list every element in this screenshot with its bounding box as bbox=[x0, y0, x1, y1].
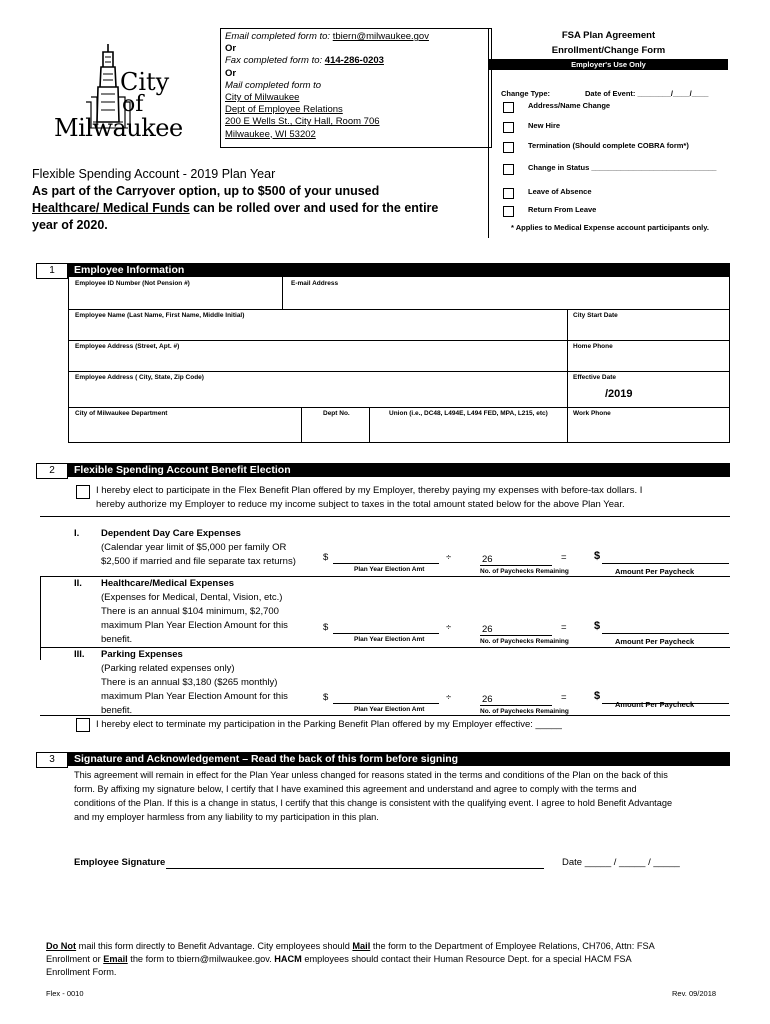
option-row bbox=[503, 140, 689, 158]
agreement-line: form. By affixing my signature below, I certify that I have examined this agreement and understand and agree to comply with the terms and bbox=[74, 784, 637, 794]
agreement-line: This agreement will remain in effect for the Plan Year unless changed for reasons stated in the terms and conditions of the Plan on the back of this bbox=[74, 770, 668, 780]
item-line: $2,500 if married and file separate tax returns) bbox=[101, 556, 296, 567]
plan-amount-caption: Plan Year Election Amt bbox=[354, 706, 425, 713]
equals-sign: = bbox=[561, 692, 567, 703]
department-label: City of Milwaukee Department bbox=[75, 410, 168, 417]
option-label: Return From Leave bbox=[528, 205, 597, 214]
footer-text: employees should contact their Human Resource Dept. for a special HACM FSA bbox=[301, 954, 632, 964]
row-divider bbox=[69, 340, 729, 341]
mail-label: Mail completed form to bbox=[225, 79, 322, 91]
footer-line-2 bbox=[46, 953, 736, 966]
signature-label: Employee Signature bbox=[74, 857, 166, 868]
fax-number: 414-286-0203 bbox=[324, 55, 384, 67]
termination-checkbox[interactable] bbox=[503, 142, 514, 153]
section-3-number: 3 bbox=[36, 752, 68, 768]
divider bbox=[282, 277, 283, 309]
item-line: There is an annual $104 minimum, $2,700 bbox=[101, 606, 279, 617]
item-number: I. bbox=[74, 528, 80, 539]
item-description bbox=[101, 648, 321, 718]
leave-of-absence-checkbox[interactable] bbox=[503, 188, 514, 199]
carryover-line-3: year of 2020. bbox=[32, 218, 108, 232]
section-2-number: 2 bbox=[36, 463, 68, 479]
plan-year-title: Flexible Spending Account - 2019 Plan Year bbox=[32, 167, 276, 181]
option-row bbox=[503, 186, 592, 204]
item-title: Parking Expenses bbox=[101, 649, 183, 660]
option-row bbox=[503, 204, 597, 222]
paychecks-value[interactable]: 26 bbox=[482, 554, 493, 565]
new-hire-checkbox[interactable] bbox=[503, 122, 514, 133]
address-line-3: 200 E Wells St., City Hall, Room 706 bbox=[225, 116, 380, 128]
paychecks-value[interactable]: 26 bbox=[482, 694, 493, 705]
item-line: maximum Plan Year Election Amount for this bbox=[101, 691, 288, 702]
change-in-status-checkbox[interactable] bbox=[503, 164, 514, 175]
footer-text: the form to tbiern@milwaukee.gov. bbox=[127, 954, 275, 964]
divide-sign: ÷ bbox=[446, 692, 452, 703]
divider bbox=[301, 407, 302, 443]
carryover-line-1: As part of the Carryover option, up to $500 of your unused bbox=[32, 184, 380, 198]
do-not-text: Do Not bbox=[46, 941, 77, 951]
fsa-footnote: * Applies to Medical Expense account participants only. bbox=[511, 223, 709, 232]
address-label: Employee Address (Street, Apt. #) bbox=[75, 343, 180, 350]
item-line: (Parking related expenses only) bbox=[101, 663, 235, 674]
section-1-number: 1 bbox=[36, 263, 68, 279]
employee-name-label: Employee Name (Last Name, First Name, Middle Initial) bbox=[75, 312, 245, 319]
contact-box bbox=[220, 28, 492, 148]
email-text: Email bbox=[103, 954, 128, 964]
paychecks-caption: No. of Paychecks Remaining bbox=[480, 708, 569, 715]
return-from-leave-checkbox[interactable] bbox=[503, 206, 514, 217]
employer-use-bar: Employer's Use Only bbox=[489, 59, 728, 70]
divider bbox=[369, 407, 370, 443]
or-1: Or bbox=[225, 43, 237, 55]
divide-sign: ÷ bbox=[446, 552, 452, 563]
date-of-event: Date of Event: ________/____/____ bbox=[585, 89, 709, 98]
logo-city: City bbox=[120, 68, 170, 96]
item-description bbox=[101, 577, 321, 647]
terminate-parking-checkbox[interactable] bbox=[76, 718, 90, 732]
paychecks-caption: No. of Paychecks Remaining bbox=[480, 638, 569, 645]
equals-sign: = bbox=[561, 622, 567, 633]
option-label: New Hire bbox=[528, 121, 561, 130]
item-line: (Calendar year limit of $5,000 per family OR bbox=[101, 542, 287, 553]
dept-no-label: Dept No. bbox=[323, 410, 350, 417]
item-description bbox=[101, 527, 321, 569]
or-2: Or bbox=[225, 67, 237, 79]
mail-text: Mail bbox=[352, 941, 371, 951]
agreement-line: and my employer harmless from any liability to my participation in this plan. bbox=[74, 812, 379, 822]
agreement-line: conditions of the Plan. If this is a change in status, I certify that this change is consistent with the qualifying event. I agree to hold Benefit Advantage bbox=[74, 798, 673, 808]
item-line: benefit. bbox=[101, 705, 133, 716]
per-paycheck-caption: Amount Per Paycheck bbox=[615, 700, 695, 709]
option-label: Termination (Should complete COBRA form*) bbox=[528, 141, 689, 150]
option-row bbox=[503, 120, 561, 138]
row-divider bbox=[69, 407, 729, 408]
dollar-sign: $ bbox=[323, 552, 329, 563]
footer-line-3: Enrollment Form. bbox=[46, 967, 117, 977]
employee-info-table bbox=[68, 277, 730, 443]
elect-row bbox=[76, 484, 736, 512]
agreement-paragraph bbox=[74, 768, 734, 824]
address-line-1: City of Milwaukee bbox=[225, 92, 300, 104]
city-state-label: Employee Address ( City, State, Zip Code) bbox=[75, 374, 204, 381]
per-paycheck-caption: Amount Per Paycheck bbox=[615, 637, 695, 646]
effective-date-value[interactable]: /2019 bbox=[605, 388, 633, 400]
emp-id-label: Employee ID Number (Not Pension #) bbox=[75, 280, 190, 287]
plan-amount-caption: Plan Year Election Amt bbox=[354, 566, 425, 573]
divider bbox=[567, 309, 568, 443]
terminate-text: I hereby elect to terminate my participation in the Parking Benefit Plan offered by my Employer effective: _____ bbox=[96, 719, 562, 730]
divide-sign: ÷ bbox=[446, 622, 452, 633]
item-number: III. bbox=[74, 649, 85, 660]
plan-amount-caption: Plan Year Election Amt bbox=[354, 636, 425, 643]
form-number: Flex - 0010 bbox=[46, 989, 84, 998]
signature-line[interactable] bbox=[166, 868, 544, 869]
item-line: maximum Plan Year Election Amount for this bbox=[101, 620, 288, 631]
option-label: Leave of Absence bbox=[528, 187, 592, 196]
address-line-4: Milwaukee, WI 53202 bbox=[225, 128, 316, 140]
dollar-sign: $ bbox=[323, 622, 329, 633]
address-change-checkbox[interactable] bbox=[503, 102, 514, 113]
start-date-label: City Start Date bbox=[573, 312, 618, 319]
option-label: Address/Name Change bbox=[528, 101, 611, 110]
fsa-title-2: Enrollment/Change Form bbox=[551, 45, 666, 56]
city-logo bbox=[50, 40, 183, 142]
elect-participate-checkbox[interactable] bbox=[76, 485, 90, 499]
item-number: II. bbox=[74, 578, 82, 589]
item-title: Healthcare/Medical Expenses bbox=[101, 578, 235, 589]
section-2-header: Flexible Spending Account Benefit Election bbox=[68, 463, 730, 477]
row-divider bbox=[69, 309, 729, 310]
hacm-text: HACM bbox=[274, 954, 302, 964]
revision-date: Rev. 09/2018 bbox=[672, 989, 717, 998]
fax-label: Fax completed form to: bbox=[225, 55, 323, 67]
footer-text: Enrollment or bbox=[46, 954, 104, 964]
dollar-sign: $ bbox=[594, 550, 601, 562]
logo-milwaukee: Milwaukee bbox=[54, 114, 183, 142]
per-paycheck-input[interactable] bbox=[602, 563, 729, 564]
email-link[interactable]: tbiern@milwaukee.gov bbox=[332, 31, 429, 42]
email-address-label: E-mail Address bbox=[291, 280, 339, 287]
footer-line-1 bbox=[46, 940, 736, 953]
item-line: There is an annual $3,180 ($265 monthly) bbox=[101, 677, 278, 688]
email-label: Email completed form to: bbox=[225, 31, 331, 42]
option-row bbox=[503, 100, 611, 118]
per-paycheck-input[interactable] bbox=[602, 633, 729, 634]
election-table bbox=[40, 516, 730, 730]
carryover-underline: Healthcare/ Medical Funds bbox=[32, 201, 190, 215]
elect-text-1: I hereby elect to participate in the Flex Benefit Plan offered by my Employer, thereby paying my expenses with before-tax dollars. I bbox=[96, 485, 643, 496]
fsa-header-box bbox=[488, 28, 728, 238]
change-type-label: Change Type: bbox=[501, 89, 551, 98]
option-row bbox=[503, 162, 717, 180]
elect-text-2: hereby authorize my Employer to reduce my income subject to taxes in the total amount stated below for the above Plan Year. bbox=[96, 499, 625, 510]
dollar-sign: $ bbox=[323, 692, 329, 703]
address-line-2: Dept of Employee Relations bbox=[225, 104, 343, 116]
item-line: benefit. bbox=[101, 634, 133, 645]
item-line: (Expenses for Medical, Dental, Vision, etc.) bbox=[101, 592, 283, 603]
work-phone-label: Work Phone bbox=[573, 410, 611, 417]
footer-notice bbox=[46, 940, 736, 979]
equals-sign: = bbox=[561, 552, 567, 563]
item-title: Dependent Day Care Expenses bbox=[101, 528, 241, 539]
per-paycheck-caption: Amount Per Paycheck bbox=[615, 567, 695, 576]
footer-text: mail this form directly to Benefit Advantage. City employees should bbox=[76, 941, 353, 951]
section-1-header: Employee Information bbox=[68, 263, 730, 277]
home-phone-label: Home Phone bbox=[573, 343, 613, 350]
section-3-header: Signature and Acknowledgement – Read the back of this form before signing bbox=[68, 752, 730, 766]
logo-of: of bbox=[122, 92, 144, 117]
date-field[interactable]: Date _____ / _____ / _____ bbox=[562, 857, 680, 868]
dollar-sign: $ bbox=[594, 620, 601, 632]
paychecks-caption: No. of Paychecks Remaining bbox=[480, 568, 569, 575]
footer-text: the form to the Department of Employee Relations, CH706, Attn: FSA bbox=[370, 941, 655, 951]
fsa-title-1: FSA Plan Agreement bbox=[561, 30, 656, 41]
paychecks-value[interactable]: 26 bbox=[482, 624, 493, 635]
intro-block bbox=[32, 166, 487, 234]
dollar-sign: $ bbox=[594, 690, 601, 702]
union-label: Union (i.e., DC48, L494E, L494 FED, MPA, L215, etc) bbox=[389, 410, 548, 417]
effective-date-label: Effective Date bbox=[573, 374, 616, 381]
row-divider bbox=[69, 371, 729, 372]
calc-row bbox=[320, 691, 730, 715]
carryover-rest: can be rolled over and used for the entire bbox=[189, 201, 439, 215]
carryover-line-2 bbox=[32, 200, 487, 217]
option-label: Change in Status ______________________________ bbox=[528, 163, 717, 172]
